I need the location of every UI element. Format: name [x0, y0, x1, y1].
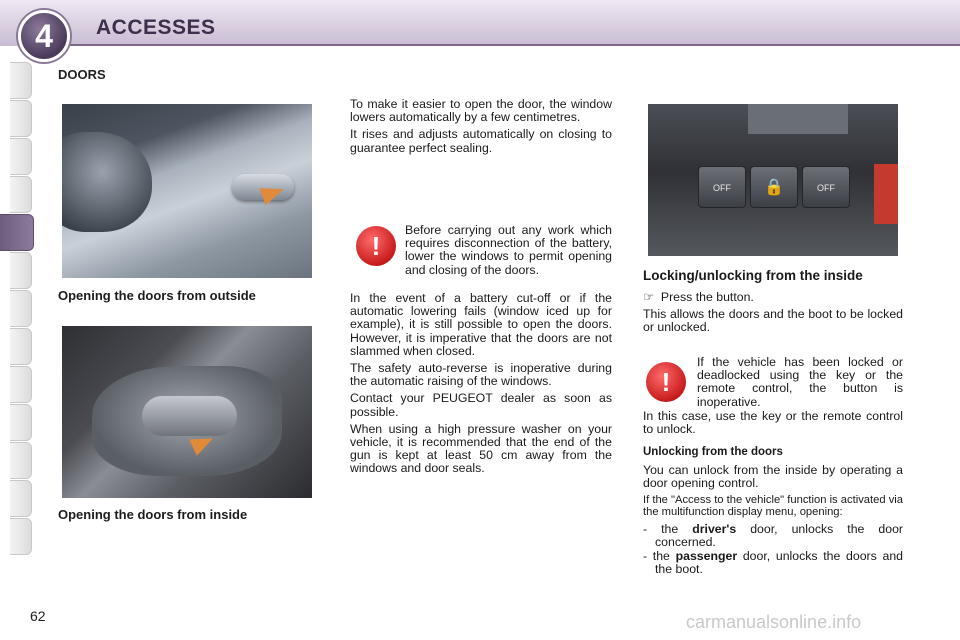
central-locking-button: 🔒 [750, 166, 798, 208]
paragraph: Contact your PEUGEOT dealer as soon as possible. [350, 391, 612, 419]
caption-inside: Opening the doors from inside [58, 507, 248, 522]
outside-door-handle-photo [62, 104, 312, 278]
chapter-tab-2[interactable] [10, 100, 32, 137]
paragraph: When using a high pressure washer on your vehicle, it is recommended that the end of the gun is kept at least 50 cm away from the windows and door seals. [350, 421, 612, 476]
page-number: 62 [30, 608, 46, 624]
paragraph: This allows the doors and the boot to be locked or unlocked. [643, 307, 903, 335]
paragraph: It rises and adjusts automatically on closing to guarantee perfect sealing. [350, 127, 612, 155]
chapter-tab-4[interactable] [10, 176, 32, 213]
hazard-button-shape [874, 164, 898, 224]
locking-heading: Locking/unlocking from the inside [643, 268, 863, 283]
inside-door-handle-photo [62, 326, 312, 498]
chapter-tab-8[interactable] [10, 328, 32, 365]
unlocking-subheading: Unlocking from the doors [643, 446, 783, 459]
volumetric-off-button: OFF [802, 166, 850, 208]
chapter-tab-7[interactable] [10, 290, 32, 327]
pointing-hand-icon: ☞ [643, 290, 655, 304]
chapter-number-badge: 4 [18, 10, 70, 62]
caption-outside: Opening the doors from outside [58, 288, 256, 303]
section-title: DOORS [58, 67, 106, 82]
warning-text: Before carrying out any work which requires disconnection of the battery, lower the windows to permit opening and closing of the doors. [405, 223, 612, 277]
chapter-title: ACCESSES [96, 16, 216, 39]
list-item: - the driver's door, unlocks the door concerned. [643, 521, 903, 550]
right-column [643, 268, 903, 339]
battery-warning [405, 224, 612, 281]
chapter-tab-6[interactable] [10, 252, 32, 289]
paragraph: To make it easier to open the door, the window lowers automatically by a few centimetres. [350, 97, 612, 125]
warning-icon: ! [356, 226, 396, 266]
middle-column [350, 98, 612, 159]
chapter-tabs [0, 62, 34, 577]
chapter-tab-10[interactable] [10, 404, 32, 441]
chapter-tab-active[interactable] [0, 214, 34, 251]
locked-warning [697, 356, 903, 413]
paragraph: The safety auto-reverse is inoperative during the automatic raising of the windows. [350, 361, 612, 389]
chapter-tab-13[interactable] [10, 518, 32, 555]
bullet-item: ☞ Press the button. [643, 290, 754, 304]
chapter-tab-9[interactable] [10, 366, 32, 403]
chapter-tab-11[interactable] [10, 442, 32, 479]
interior-lever-shape [142, 396, 237, 436]
paragraph: If the "Access to the vehicle" function is activated via the multifunction display menu, opening: [643, 494, 903, 519]
chapter-tab-1[interactable] [10, 62, 32, 99]
warning-text: If the vehicle has been locked or deadlocked using the key or the remote control, the button is inoperative. [697, 355, 903, 409]
chapter-tab-12[interactable] [10, 480, 32, 517]
header-divider [70, 44, 960, 46]
middle-column-lower [350, 292, 612, 480]
chapter-tab-3[interactable] [10, 138, 32, 175]
door-mirror-shape [62, 132, 152, 232]
right-column-lower [643, 410, 903, 581]
paragraph: In this case, use the key or the remote control to unlock. [643, 409, 903, 437]
central-locking-controls-photo [648, 104, 898, 256]
paragraph: You can unlock from the inside by operating a door opening control. [643, 462, 903, 490]
alarm-off-button: OFF [698, 166, 746, 208]
list-item: - the passenger door, unlocks the doors and the boot. [643, 549, 904, 577]
air-vent-shape [748, 104, 848, 134]
paragraph: In the event of a battery cut-off or if the automatic lowering fails (window iced up for example), it is still possible to open the doors. However, it is imperative that the doors are not slammed when closed. [350, 291, 612, 358]
watermark: carmanualsonline.info [686, 612, 862, 632]
warning-icon: ! [646, 362, 686, 402]
